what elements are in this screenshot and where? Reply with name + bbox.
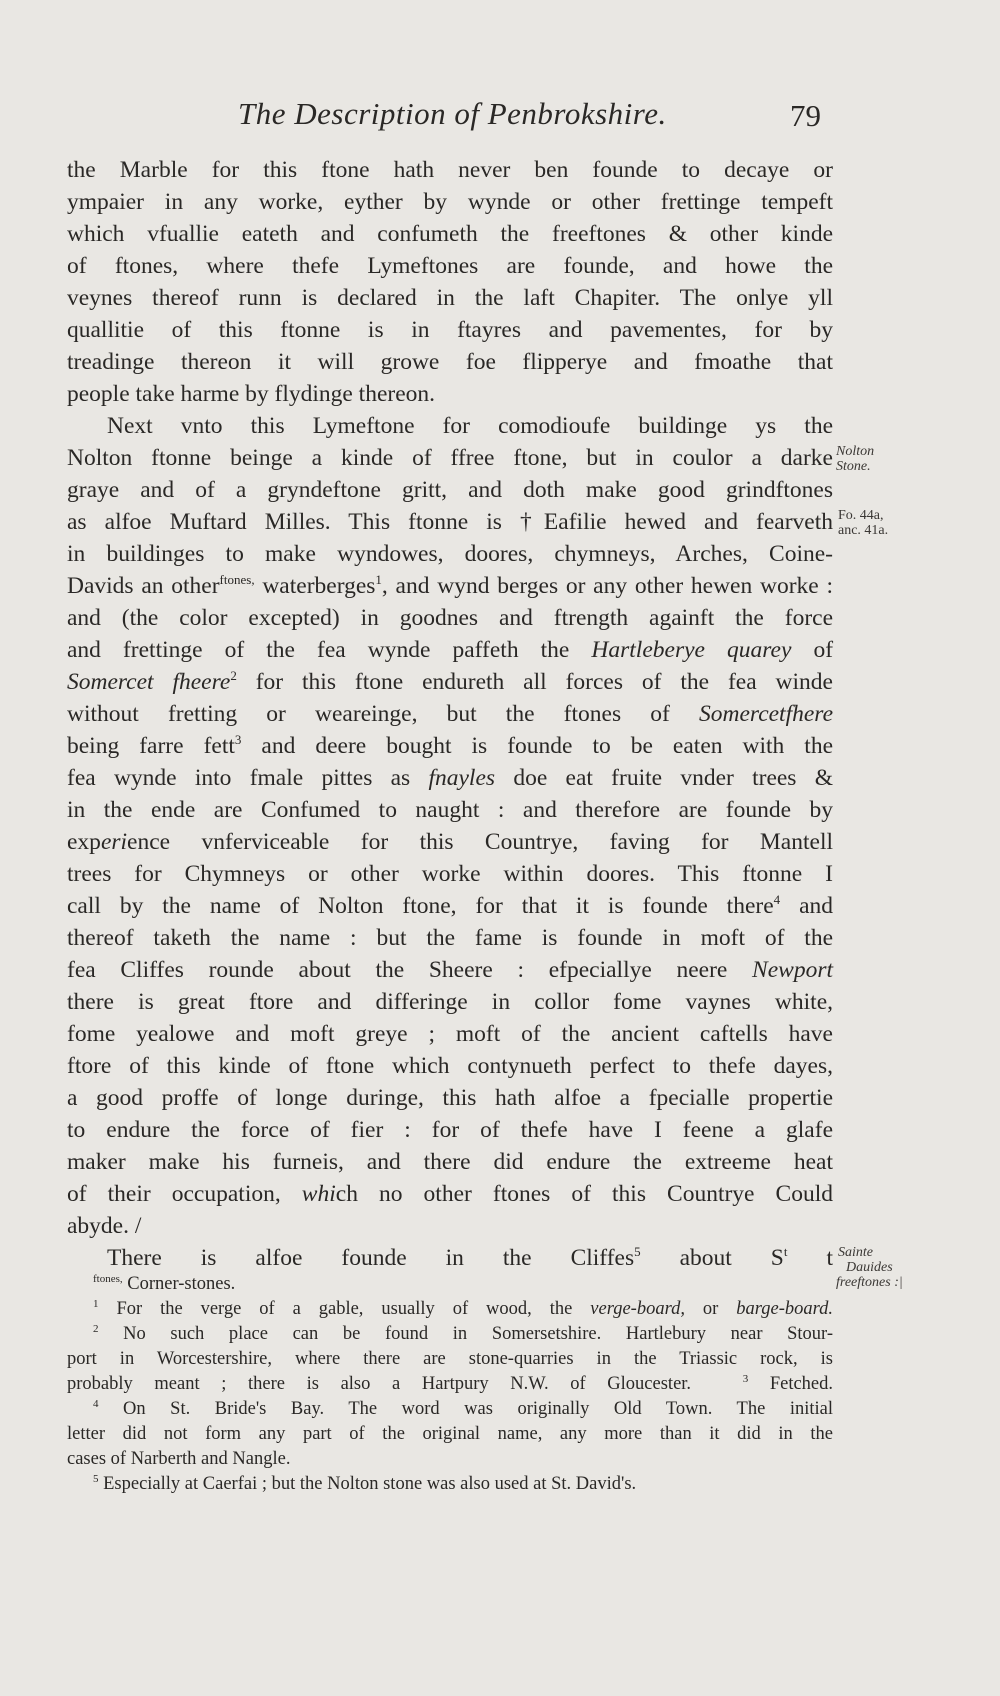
footnote: port in Worcestershire, where there are stone-quarries in the Triassic rock, is xyxy=(67,1349,833,1369)
running-head xyxy=(0,96,1000,136)
footnote: probably meant ; there is also a Hartpury N.W. of Gloucester. $^3$ Fetched. xyxy=(67,1373,834,1394)
text-line: maker make his furneis, and there did endure the extreeme heat xyxy=(67,1149,833,1175)
text-line: without fretting or weareinge, but the ftones of Somercetfhere xyxy=(67,701,833,727)
main-text xyxy=(67,154,833,1274)
text-line: quallitie of this ftonne is in ftayres and pavementes, for by xyxy=(67,317,833,343)
margin-note-folio: Fo. 44a, anc. 41a. xyxy=(838,508,889,538)
footnotes xyxy=(67,1272,833,1497)
text-line: people take harme by flydinge thereon. xyxy=(67,381,436,407)
text-line: Nolton ftonne beinge a kinde of ffree ftone, but in coulor a darke xyxy=(67,445,833,471)
footnote: letter did not form any part of the original name, any more than it did in the xyxy=(67,1424,833,1444)
text-line: there is great ftore and differinge in collor fome vaynes white, xyxy=(67,989,833,1015)
text-line: a good proffe of longe duringe, this hath alfoe a fpecialle propertie xyxy=(67,1085,833,1111)
text-line: the Marble for this ftone hath never ben founde to decaye or xyxy=(67,157,833,183)
text-line: trees for Chymneys or other worke within doores. This ftonne I xyxy=(67,861,833,887)
text-line: There is alfoe founde in the Cliffes$^5$ about $S^t$ t xyxy=(107,1244,833,1271)
text-line: fea wynde into fmale pittes as fnayles doe eat fruite vnder trees & xyxy=(67,765,833,791)
footnote-ref: 5 xyxy=(634,1244,641,1259)
footnote: $^5$ Especially at Caerfai ; but the Nolton stone was also used at St. David's. xyxy=(93,1473,637,1494)
footnote: $^2$ No such place can be found in Somersetshire. Hartlebury near Stour- xyxy=(93,1323,834,1344)
text-line: abyde. / xyxy=(67,1213,142,1239)
text-line: being farre fett$^3$ and deere bought is founde to be eaten with the xyxy=(67,732,834,759)
text-line: and (the color excepted) in goodnes and ftrength againft the force xyxy=(67,605,833,631)
text-line: as alfoe Muftard Milles. This ftonne is †Eafilie hewed and fearveth xyxy=(67,509,833,535)
text-line: veynes thereof runn is declared in the laft Chapiter. The onlye yll xyxy=(67,285,833,311)
footnote-ref: 4 xyxy=(773,892,781,907)
text-line: graye and of a gryndeftone gritt, and doth make good grindftones xyxy=(67,477,833,503)
text-line: which vfuallie eateth and confumeth the freeftones & other kinde xyxy=(67,221,833,247)
text-line: ympaier in any worke, eyther by wynde or other frettinge tempeft xyxy=(67,189,833,215)
text-line: in buildinges to make wyndowes, doores, chymneys, Arches, Coine- xyxy=(67,541,833,567)
text-line: and frettinge of the fea wynde paffeth the Hartleberye quarey of xyxy=(67,637,834,663)
text-line: to endure the force of fier : for of thefe have I feene a glafe xyxy=(67,1117,833,1143)
text-line: treadinge thereon it will growe foe flipperye and fmoathe that xyxy=(67,349,833,375)
text-line: call by the name of Nolton ftone, for that it is founde there$^4$ and xyxy=(67,892,833,919)
footnote: $^{ftones,}$ Corner-stones. xyxy=(93,1273,236,1294)
running-title: The Description of Penbrokshire. xyxy=(238,96,667,131)
text-line: Next vnto this Lymeftone for comodioufe buildinge ys the xyxy=(107,413,833,439)
text-line: fome yealowe and moft greye ; moft of the ancient caftells have xyxy=(67,1021,833,1047)
text-line: Davids an other$^{ftones,}$ waterberges$^1$, and wynd berges or any other hewen worke : xyxy=(67,572,833,599)
text-line: fea Cliffes rounde about the Sheere : efpeciallye neere Newport xyxy=(67,957,834,983)
text-line: experience vnferviceable for this Countrye, faving for Mantell xyxy=(67,829,833,855)
footnote-ref: ftones, xyxy=(219,572,255,587)
footnote: $^1$ For the verge of a gable, usually of wood, the verge-board, or barge-board. xyxy=(93,1298,834,1319)
margin-note-sainte-dauides: Sainte Dauides freeftones :| xyxy=(836,1245,903,1290)
footnote-ref: 2 xyxy=(230,668,237,683)
text-line: in the ende are Confumed to naught : and therefore are founde by xyxy=(67,797,833,823)
footnote-ref: 1 xyxy=(375,572,382,587)
text-line: thereof taketh the name : but the fame is founde in moft of the xyxy=(67,925,833,951)
text-line: of their occupation, which no other ftones of this Countrye Could xyxy=(67,1181,833,1207)
footnote-ref: 3 xyxy=(234,732,242,747)
text-line: of ftones, where thefe Lymeftones are founde, and howe the xyxy=(67,253,833,279)
text-line: Somercet fheere$^2$ for this ftone endureth all forces of the fea winde xyxy=(67,668,833,695)
footnote: cases of Narberth and Nangle. xyxy=(67,1449,291,1469)
footnote: $^4$ On St. Bride's Bay. The word was originally Old Town. The initial xyxy=(93,1398,834,1419)
margin-note-nolton-stone: Nolton Stone. xyxy=(836,444,875,474)
page-number: 79 xyxy=(790,98,821,133)
text-line: ftore of this kinde of ftone which contynueth perfect to thefe dayes, xyxy=(67,1053,833,1079)
